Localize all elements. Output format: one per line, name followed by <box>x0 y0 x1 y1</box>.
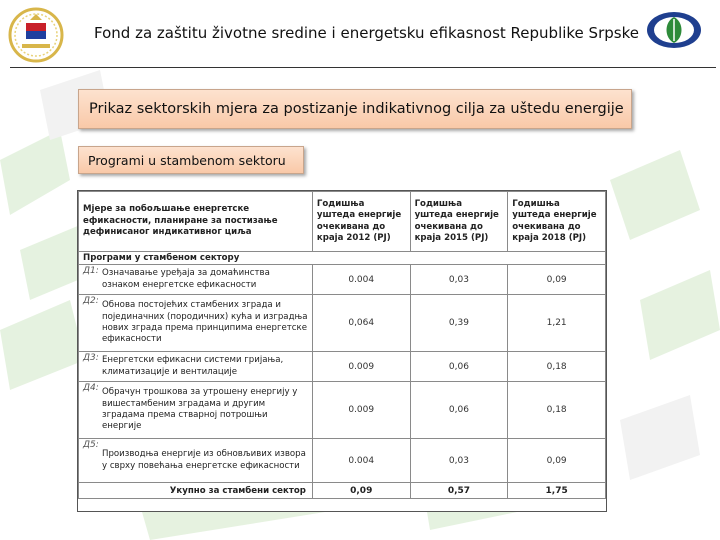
subtitle-box: Programi u stambenom sektoru <box>78 146 304 174</box>
table-row <box>79 439 606 483</box>
header-2018: Годишња уштеда енергије очекивана до краја 2018 (PJ) <box>508 192 606 252</box>
measure-code: Д2: <box>83 296 99 306</box>
value-2018: 0,18 <box>508 382 606 439</box>
energy-savings-table-image <box>77 190 607 512</box>
value-2015: 0,03 <box>410 439 508 483</box>
header-measures: Мјере за побољшање енергетске ефикасности, планиране за постизање дефинисаног индикативног циља <box>79 192 313 252</box>
measure-description: Производња енергије из обновљивих извора у сврху повећања енергетске ефикасности <box>102 449 306 471</box>
measure-description: Обнова постојећих стамбених зграда и појединачних (породичних) кућа и изградња нових зграда према принципима енергетске ефикасности <box>102 300 308 345</box>
slide-header <box>0 0 720 68</box>
header-divider <box>10 67 716 68</box>
section-label: Програми у стамбеном сектору <box>79 252 606 265</box>
value-2015: 0,06 <box>410 352 508 382</box>
republic-coat-of-arms-logo <box>8 4 64 64</box>
value-2015: 0,39 <box>410 295 508 352</box>
total-2012: 0,09 <box>312 483 410 499</box>
header-2012: Годишња уштеда енергије очекивана до краја 2012 (PJ) <box>312 192 410 252</box>
table-row <box>79 265 606 295</box>
section-row <box>79 252 606 265</box>
measure-code: Д1: <box>83 266 99 276</box>
measure-code: Д3: <box>83 353 99 363</box>
value-2018: 0,18 <box>508 352 606 382</box>
measure-description: Обрачун трошкова за утрошену енергију у вишестамбеним зградама и другим зградама према стварној потрошњи енергије <box>102 387 298 432</box>
measure-description: Енергетски ефикасни системи гријања, климатизације и вентилације <box>102 355 284 377</box>
total-2015: 0,57 <box>410 483 508 499</box>
value-2012: 0.004 <box>312 439 410 483</box>
total-2018: 1,75 <box>508 483 606 499</box>
header-2015: Годишња уштеда енергије очекивана до краја 2015 (PJ) <box>410 192 508 252</box>
measure-code: Д4: <box>83 383 99 393</box>
value-2012: 0,064 <box>312 295 410 352</box>
measure-code: Д5: <box>83 440 99 450</box>
organization-title: Fond za zaštitu životne sredine i energetsku efikasnost Republike Srpske <box>94 24 639 42</box>
main-title-box: Prikaz sektorskih mjera za postizanje indikativnog cilja za uštedu energije <box>78 89 632 129</box>
value-2018: 0,09 <box>508 265 606 295</box>
table-row <box>79 382 606 439</box>
measure-cell <box>79 265 313 295</box>
value-2012: 0.009 <box>312 382 410 439</box>
measure-cell <box>79 295 313 352</box>
value-2012: 0.004 <box>312 265 410 295</box>
measure-cell <box>79 382 313 439</box>
total-row <box>79 483 606 499</box>
measure-cell <box>79 439 313 483</box>
fund-logo <box>646 10 702 50</box>
value-2018: 1,21 <box>508 295 606 352</box>
table-row <box>79 295 606 352</box>
measure-cell <box>79 352 313 382</box>
energy-savings-table <box>78 191 606 499</box>
value-2018: 0,09 <box>508 439 606 483</box>
value-2012: 0.009 <box>312 352 410 382</box>
total-label: Укупно за стамбени сектор <box>79 483 313 499</box>
table-header-row <box>79 192 606 252</box>
value-2015: 0,03 <box>410 265 508 295</box>
table-row <box>79 352 606 382</box>
value-2015: 0,06 <box>410 382 508 439</box>
measure-description: Означавање уређаја за домаћинства ознаком енергетске ефикасности <box>102 268 270 290</box>
